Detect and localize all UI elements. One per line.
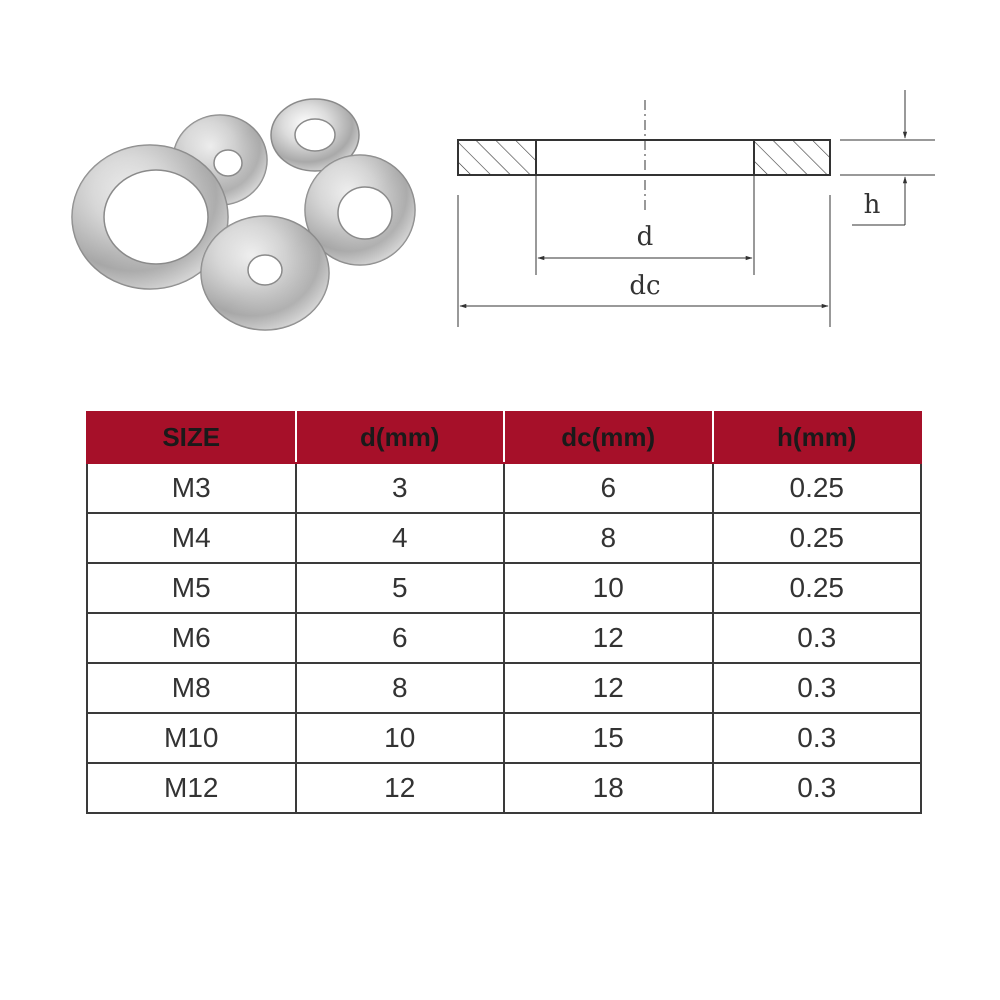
table-row <box>87 563 921 613</box>
table-row <box>87 663 921 713</box>
header-d: d(mm) <box>296 412 505 463</box>
cell-h: 0.3 <box>713 713 922 763</box>
cell-size: M12 <box>87 763 296 813</box>
cell-size: M5 <box>87 563 296 613</box>
table-row <box>87 513 921 563</box>
cell-d: 5 <box>296 563 505 613</box>
cell-size: M6 <box>87 613 296 663</box>
cell-d: 10 <box>296 713 505 763</box>
cell-h: 0.25 <box>713 563 922 613</box>
header-size: SIZE <box>87 412 296 463</box>
table-row <box>87 763 921 813</box>
header-h: h(mm) <box>713 412 922 463</box>
table-row <box>87 613 921 663</box>
cell-h: 0.3 <box>713 663 922 713</box>
hatch-left <box>458 140 536 175</box>
washers-photo <box>60 85 430 335</box>
cell-dc: 10 <box>504 563 713 613</box>
cell-size: M8 <box>87 663 296 713</box>
cell-d: 4 <box>296 513 505 563</box>
cell-d: 6 <box>296 613 505 663</box>
cell-h: 0.25 <box>713 463 922 513</box>
cell-h: 0.25 <box>713 513 922 563</box>
cell-dc: 15 <box>504 713 713 763</box>
dimension-d-label: d <box>636 222 654 252</box>
cell-dc: 12 <box>504 663 713 713</box>
cell-d: 12 <box>296 763 505 813</box>
cell-dc: 6 <box>504 463 713 513</box>
cell-size: M10 <box>87 713 296 763</box>
cell-size: M4 <box>87 513 296 563</box>
dimension-h-label: h <box>863 190 881 220</box>
header-dc: dc(mm) <box>504 412 713 463</box>
cell-d: 8 <box>296 663 505 713</box>
cell-h: 0.3 <box>713 613 922 663</box>
cell-d: 3 <box>296 463 505 513</box>
table-header-row <box>87 412 921 463</box>
cell-size: M3 <box>87 463 296 513</box>
dimension-dc-label: dc <box>629 271 661 301</box>
table-row <box>87 713 921 763</box>
washer-cross-section-diagram <box>440 85 950 345</box>
cell-dc: 8 <box>504 513 713 563</box>
cell-dc: 12 <box>504 613 713 663</box>
table-row <box>87 463 921 513</box>
hatch-right <box>754 140 830 175</box>
cell-h: 0.3 <box>713 763 922 813</box>
size-spec-table <box>86 411 922 814</box>
washer-medium-bottom <box>201 216 329 330</box>
cell-dc: 18 <box>504 763 713 813</box>
